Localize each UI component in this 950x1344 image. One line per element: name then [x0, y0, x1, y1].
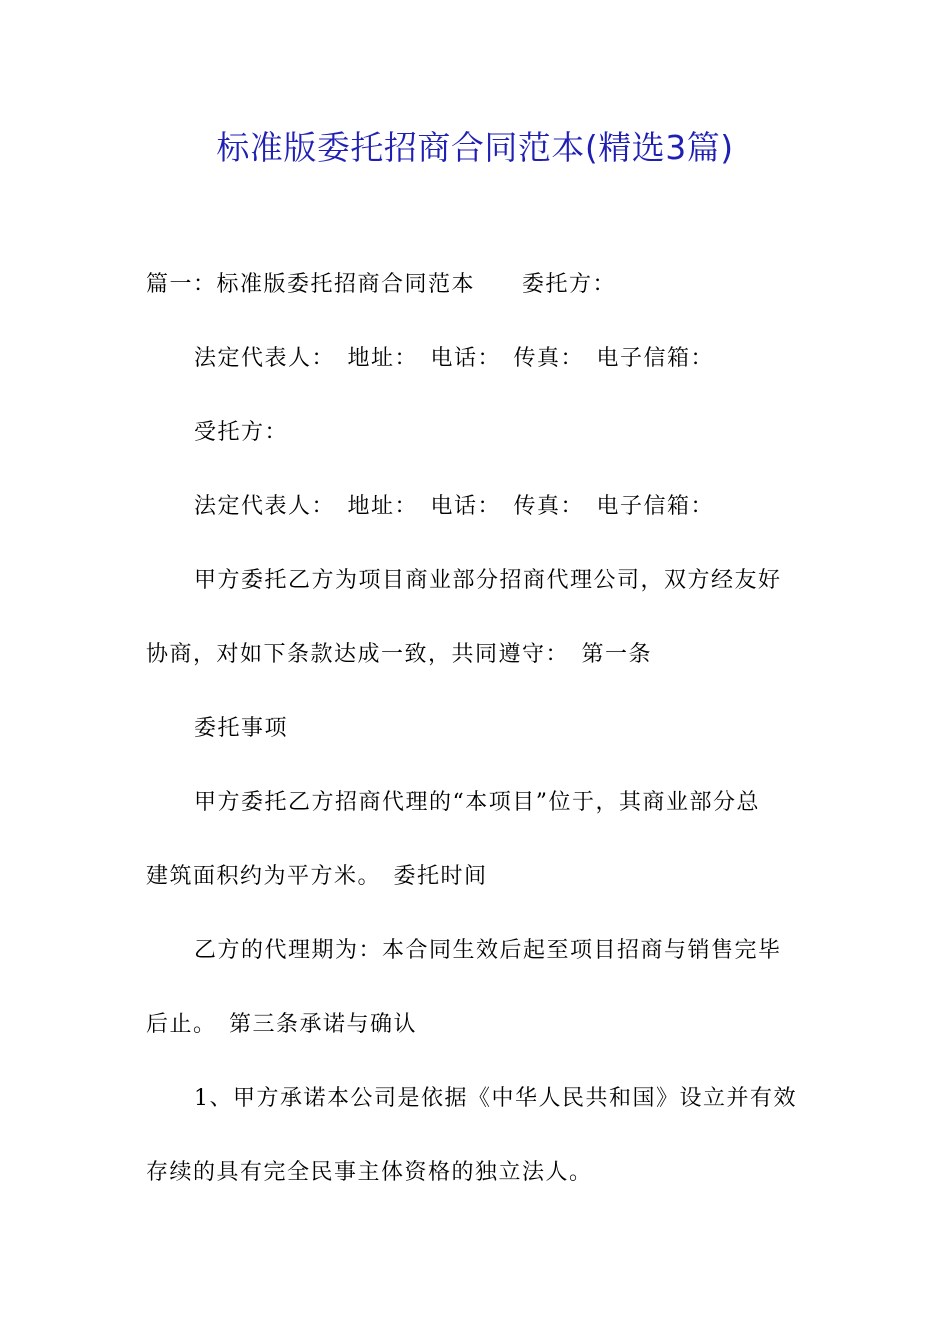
paragraph-line: 后止。 第三条承诺与确认: [146, 1012, 418, 1037]
paragraph-line: 乙方的代理期为：本合同生效后起至项目招商与销售完毕: [194, 938, 782, 963]
paragraph-line: 建筑面积约为平方米。 委托时间: [146, 864, 488, 889]
paragraph-line: 协商，对如下条款达成一致，共同遵守： 第一条: [146, 642, 653, 667]
paragraph-line: 甲方委托乙方招商代理的“本项目”位于，其商业部分总: [194, 790, 760, 815]
page-title: 标准版委托招商合同范本(精选3篇): [216, 128, 734, 167]
paragraph-line: 法定代表人： 地址： 电话： 传真： 电子信箱：: [194, 494, 715, 519]
paragraph-line: 委托事项: [194, 716, 289, 741]
paragraph-line: 受托方：: [194, 420, 289, 445]
document-body: [146, 262, 806, 1224]
paragraph-line: 甲方委托乙方为项目商业部分招商代理公司，双方经友好: [194, 568, 782, 593]
paragraph-line: 存续的具有完全民事主体资格的独立法人。: [146, 1160, 593, 1185]
paragraph-line: 1、甲方承诺本公司是依据《中华人民共和国》设立并有效: [194, 1086, 797, 1111]
paragraph-line: 篇一：标准版委托招商合同范本 委托方：: [146, 272, 617, 297]
paragraph-line: 法定代表人： 地址： 电话： 传真： 电子信箱：: [194, 346, 715, 371]
